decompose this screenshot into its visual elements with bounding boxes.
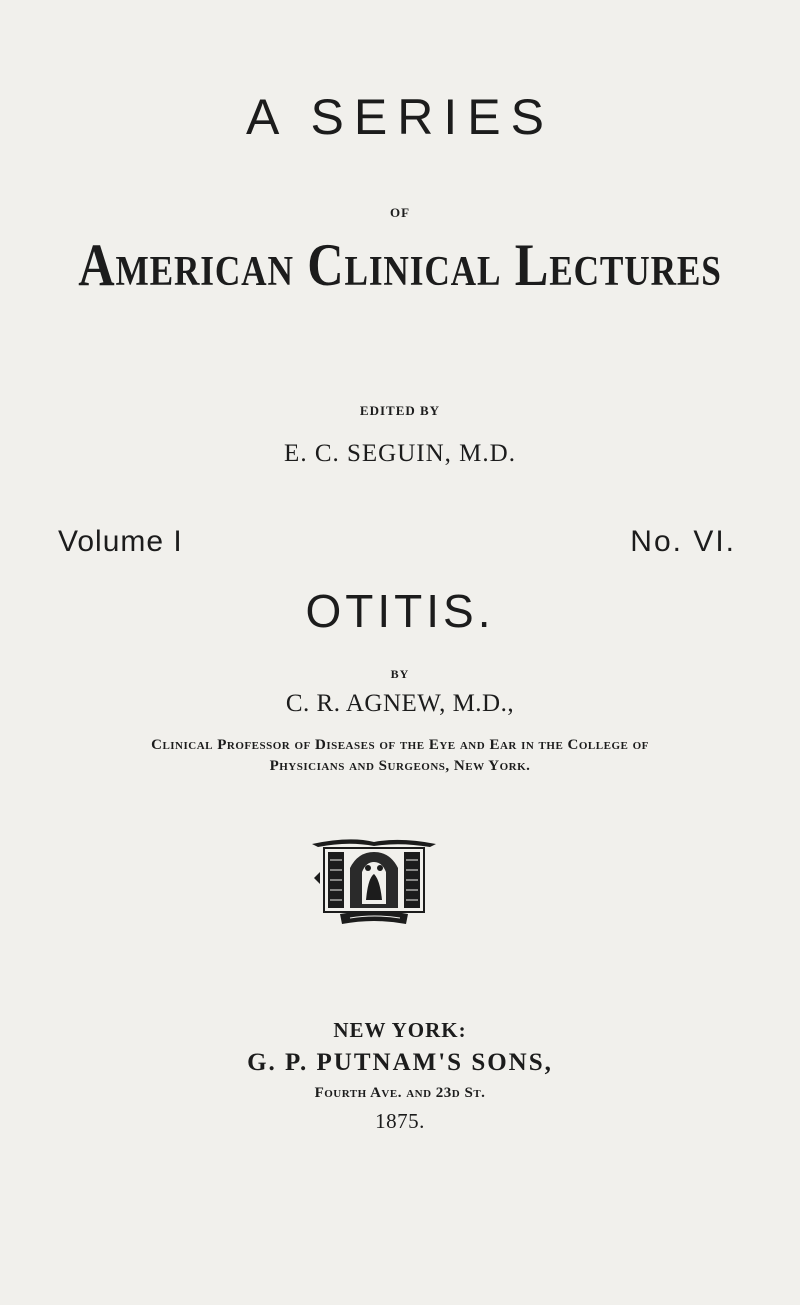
editor-name: E. C. SEGUIN, M.D. bbox=[284, 440, 516, 467]
by-label: BY bbox=[390, 667, 410, 681]
publisher-device-emblem bbox=[310, 838, 438, 928]
publication-year: 1875. bbox=[375, 1109, 425, 1133]
lecture-topic: OTITIS. bbox=[305, 585, 495, 637]
issue-number: No. VI. bbox=[630, 525, 736, 558]
series-heading: A SERIES bbox=[246, 89, 554, 145]
author-affiliation-line1: Clinical Professor of Diseases of the Eye and Ear in the College of bbox=[151, 737, 649, 753]
volume-number: Volume I bbox=[58, 525, 183, 558]
publisher-address: Fourth Ave. and 23d St. bbox=[314, 1085, 486, 1101]
publisher-name: G. P. PUTNAM'S SONS, bbox=[247, 1049, 553, 1076]
author-affiliation-line2: Physicians and Surgeons, New York. bbox=[269, 758, 531, 774]
main-title: American Clinical Lectures bbox=[78, 232, 722, 298]
series-of-label: OF bbox=[389, 205, 411, 220]
author-name: C. R. AGNEW, M.D., bbox=[285, 690, 515, 717]
edited-by-label: EDITED BY bbox=[359, 403, 441, 418]
imprint-city: NEW YORK: bbox=[333, 1018, 467, 1042]
